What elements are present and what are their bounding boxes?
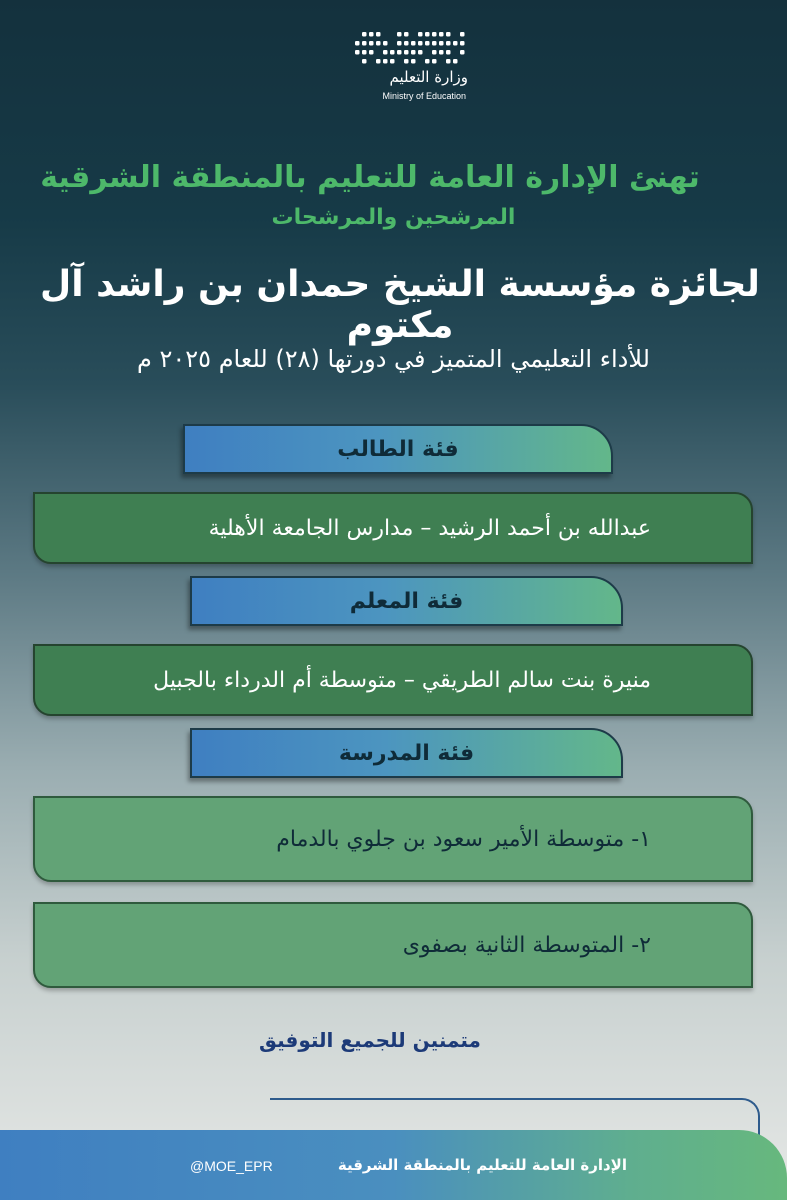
footer-social-handle[interactable]: @MOE_EPR: [190, 1158, 273, 1174]
closing-wish: متمنين للجميع التوفيق: [259, 1028, 481, 1052]
category-school-title: فئة المدرسة: [190, 728, 623, 778]
student-winner-name: عبدالله بن أحمد الرشيد – مدارس الجامعة الأهلية: [208, 515, 651, 541]
school-winner-box-2: [33, 902, 753, 988]
headline-nominees: المرشحين والمرشحات: [271, 205, 516, 230]
school-winner-1: ١- متوسطة الأمير سعود بن جلوي بالدمام: [276, 826, 651, 852]
student-winner-box: [33, 492, 753, 564]
school-winner-box-1: [33, 796, 753, 882]
headline-award-cycle: للأداء التعليمي المتميز في دورتها (٢٨) للعام ٢٠٢٥ م: [137, 345, 650, 373]
logo-arabic-text: وزارة التعليم: [389, 68, 468, 86]
footer-bar: [0, 1130, 787, 1200]
teacher-winner-box: [33, 644, 753, 716]
headline-congratulation: تهنئ الإدارة العامة للتعليم بالمنطقة الشرقية: [40, 160, 700, 195]
headline-award-name: لجائزة مؤسسة الشيخ حمدان بن راشد آل مكتوم: [40, 264, 760, 346]
category-student-title: فئة الطالب: [183, 424, 613, 474]
school-winner-2: ٢- المتوسطة الثانية بصفوى: [402, 932, 651, 958]
footer-department: الإدارة العامة للتعليم بالمنطقة الشرقية: [337, 1156, 627, 1174]
logo-english-text: Ministry of Education: [382, 91, 466, 101]
category-teacher-title: فئة المعلم: [190, 576, 623, 626]
teacher-winner-name: منيرة بنت سالم الطريقي – متوسطة أم الدرداء بالجبيل: [153, 667, 651, 693]
ministry-logo: [340, 24, 480, 109]
logo-dots-icon: [353, 30, 468, 70]
